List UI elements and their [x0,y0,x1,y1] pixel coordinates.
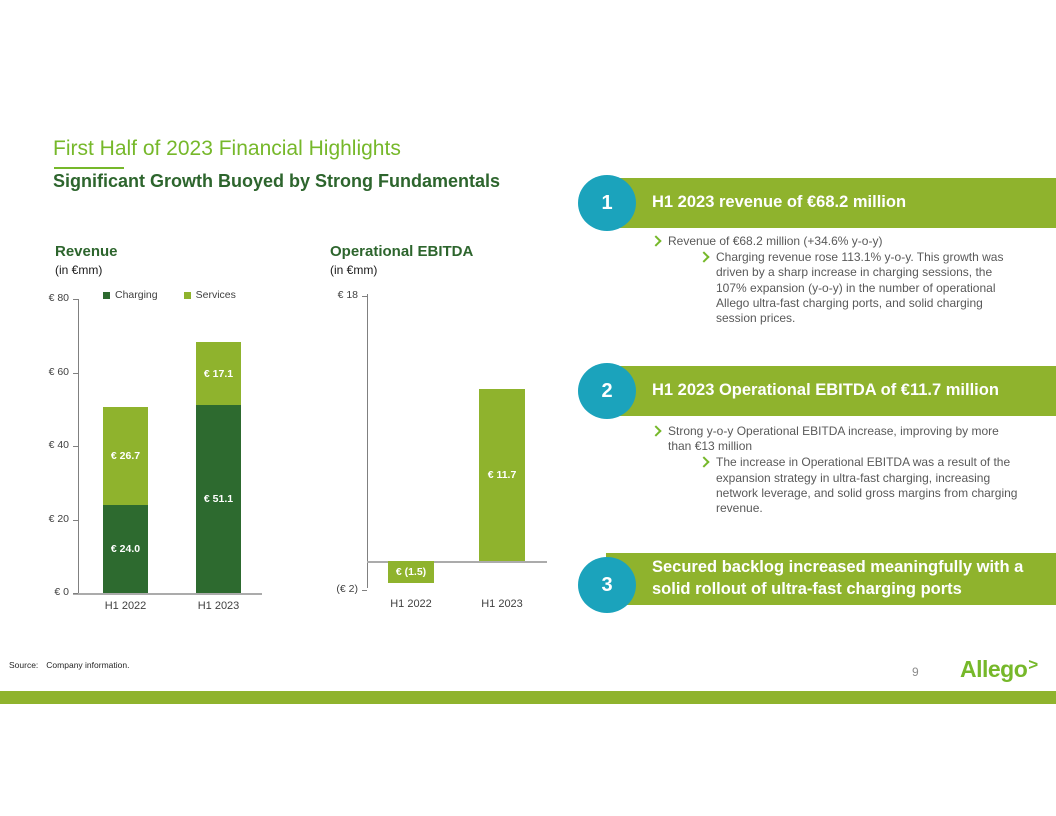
y-axis-line [78,299,79,593]
bullet-text: The increase in Operational EBITDA was a result of the expansion strategy in ultra-fast charging, increasing network leverage, and solid gross margins from charging revenue. [716,455,1018,516]
callout-2-bullets [652,424,1024,517]
source-label: Source: [9,660,39,670]
allego-chevron-icon: > [1028,655,1038,674]
x-axis-category-label: H1 2023 [197,600,240,612]
y-axis-tick-label: € 20 [48,512,69,525]
allego-logo [960,655,1038,683]
legend-label: Services [195,289,236,301]
page-subtitle: Significant Growth Buoyed by Strong Fundamentals [53,171,501,191]
callout-number-1: 1 [578,175,636,231]
y-axis-tick-label: € 80 [48,292,69,304]
bar-segment [479,389,525,561]
y-axis-tick [73,520,78,521]
charging-swatch-icon [103,292,110,299]
legend-item-charging [103,289,158,301]
y-axis-tick [73,593,78,594]
revenue-chart [40,243,290,633]
revenue-chart-legend [103,289,236,301]
legend-item-services [184,289,236,301]
y-axis-tick-label: € 60 [48,365,69,378]
y-axis-tick-label: € 40 [48,439,69,451]
allego-logo-text: Allego [960,656,1028,682]
y-axis-tick [73,446,78,447]
services-swatch-icon [184,292,191,299]
ebitda-chart-title: Operational EBITDA [330,243,474,260]
bullet-item [700,455,1024,516]
callout-banner-1 [606,178,1056,228]
bullet-text: Revenue of €68.2 million (+34.6% y-o-y) [668,234,883,248]
y-axis-tick [73,299,78,300]
source-note [9,660,129,670]
y-axis-tick-label: (€ 2) [336,583,358,596]
callout-banner-3-text: Secured backlog increased meaningfully with a solid rollout of ultra-fast charging ports [652,558,1024,598]
x-axis-line [73,593,262,595]
bar-segment [196,342,241,405]
y-axis-tick [362,296,367,297]
title-underline [54,167,124,169]
chevron-bullet-icon [698,457,709,468]
y-axis-tick [362,590,367,591]
y-axis-tick [73,373,78,374]
bottom-accent-bar [0,691,1056,704]
chevron-bullet-icon [650,425,661,436]
bar-value-label: € 51.1 [203,493,234,506]
y-axis-tick-label: € 0 [54,586,69,598]
y-axis-tick-label: € 18 [337,289,358,302]
legend-label: Charging [115,289,158,301]
revenue-chart-title: Revenue [55,243,118,260]
page-title: First Half of 2023 Financial Highlights [53,137,401,160]
x-axis-category-label: H1 2023 [481,598,523,610]
ebitda-chart [320,243,570,633]
chevron-bullet-icon [698,252,709,263]
revenue-chart-units: (in €mm) [55,263,103,277]
ebitda-chart-units: (in €mm) [330,263,378,277]
callout-number-2: 2 [578,363,636,419]
bar-value-label: € 24.0 [110,542,141,555]
bar-value-label: € 26.7 [110,449,141,462]
bullet-text: Charging revenue rose 113.1% y-o-y. This growth was driven by a sharp increase in charging sessions, the 107% expansion (y-o-y) in the number of operational Allego ultra-fast charging ports, and solid charging session prices. [716,250,1004,326]
bar-value-label: € 11.7 [487,468,517,481]
bullet-item [700,250,1024,326]
callout-number-3: 3 [578,557,636,613]
callout-1-bullets [652,234,1024,327]
bar-segment [196,405,241,593]
bullet-text: Strong y-o-y Operational EBITDA increase, improving by more than €13 million [668,424,999,454]
source-text: Company information. [46,660,130,670]
y-axis-line [367,294,368,588]
bullet-item [652,424,1024,454]
x-axis-category-label: H1 2022 [104,600,147,612]
bar-segment [388,561,434,583]
callout-banner-2 [606,366,1056,416]
bar-value-label: € 17.1 [203,367,234,380]
x-axis-category-label: H1 2022 [390,598,432,610]
bar-segment [103,407,148,505]
callout-banner-3 [606,553,1056,605]
callout-banner-2-text: H1 2023 Operational EBITDA of €11.7 million [652,381,999,400]
chevron-bullet-icon [650,235,661,246]
page-number: 9 [912,665,919,679]
bar-value-label: € (1.5) [395,566,427,579]
bullet-item [652,234,1024,249]
callout-banner-1-text: H1 2023 revenue of €68.2 million [652,193,907,212]
bar-segment [103,505,148,593]
